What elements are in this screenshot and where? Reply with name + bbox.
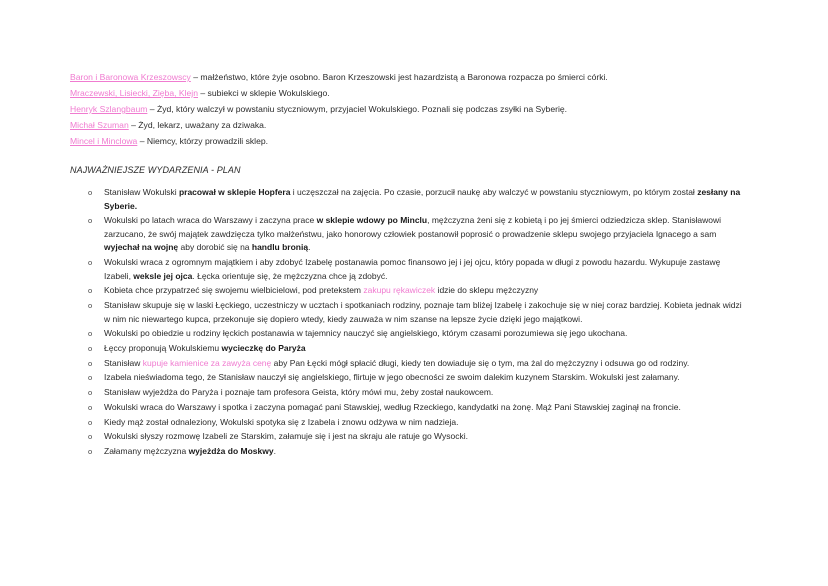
character-desc: – Żyd, który walczył w powstaniu styczniowym, przyjaciel Wokulskiego. Poznali się podczas zsyłki na Syberię. <box>147 104 568 114</box>
plan-text: Wokulski słyszy rozmowę Izabeli ze Starskim, załamuje się i jest na skraju ale ratuje go Wysocki. <box>104 431 468 442</box>
plan-text: . Łęcka orientuje się, że mężczyzna chce ją zdobyć. <box>192 270 388 281</box>
bullet-icon: o <box>88 388 93 398</box>
bullet-icon: o <box>88 373 93 383</box>
plan-text: Wokulski wraca z ogromnym majątkiem i aby zdobyć Izabelę postanawia pomoc finansowo jej i jej ojcu, który popada w długi z powodu hazardu. Wykupuje zastawę Izabeli, <box>104 257 721 281</box>
character-desc: – Żyd, lekarz, uważany za dziwaka. <box>128 120 267 130</box>
plan-bold: w sklepie wdowy po Minclu <box>316 215 428 226</box>
plan-text: aby Pan Łęcki mógł spłacić długi, kiedy ten dowiaduje się o tym, ma żal do mężczyzny i odsuwa go od rodziny. <box>271 357 690 368</box>
plan-text: Łęccy proponują Wokulskiemu <box>104 343 222 354</box>
plan-item <box>88 401 748 415</box>
character-desc: – subiekci w sklepie Wokulskiego. <box>198 88 330 98</box>
plan-bold: handlu bronią <box>251 242 309 253</box>
plan-list <box>88 186 748 460</box>
plan-text: , mężczyzna żeni się z kobietą i po jej śmierci odziedzicza sklep. Stanisławowi zarzucano, że swój majątek zawdzięcza tylko małżeństwu, jako honorowy człowiek postanowił poprosić o prowadzenie sklepu swojego przyjaciela Ignacego a sam <box>104 215 721 239</box>
character-list <box>70 69 770 149</box>
character-line <box>70 101 770 117</box>
plan-text: . <box>273 445 276 456</box>
character-name: Mincel i Minclowa <box>70 136 138 146</box>
plan-item <box>88 284 748 298</box>
bullet-icon: o <box>88 402 93 412</box>
plan-item <box>88 186 748 213</box>
character-line <box>70 133 770 149</box>
plan-item <box>88 445 748 459</box>
plan-text: Stanisław wyjeżdża do Paryża i poznaje tam profesora Geista, który mówi mu, żeby został naukowcem. <box>104 387 494 398</box>
plan-text: . <box>308 242 311 253</box>
plan-item <box>88 214 748 255</box>
plan-bold: wyjechał na wojnę <box>104 242 179 253</box>
bullet-icon: o <box>88 258 93 268</box>
bullet-icon: o <box>88 188 93 197</box>
plan-bold: zesłany na Syberie. <box>104 187 741 211</box>
character-line <box>70 85 770 101</box>
plan-text: Stanisław <box>104 357 143 368</box>
plan-text: Kobieta chce przypatrzeć się swojemu wielbicielowi, pod pretekstem <box>104 285 364 296</box>
plan-bold: weksle jej ojca <box>133 270 193 281</box>
plan-text: Wokulski po obiedzie u rodziny łęckich postanawia w tajemnicy nauczyć się angielskiego, którym czasami porozumiewa się jego ukochana. <box>104 328 628 339</box>
plan-text: Izabela nieświadoma tego, że Stanisław nauczył się angielskiego, flirtuje w jego obecności ze swoim dalekim kuzynem Starskim. Wokulski jest załamany. <box>104 372 680 383</box>
plan-item <box>88 430 748 444</box>
plan-text: aby dorobić się na <box>178 242 252 253</box>
bullet-icon: o <box>88 301 93 311</box>
plan-item <box>88 386 748 400</box>
plan-text: Stanisław skupuje się w laski Łęckiego, uczestniczy w ucztach i spotkaniach rodziny, poznaje tam bliżej Izabelę i zakochuje się w niej coraz bardziej. Kobieta jednak widzi w nim nic niewartego kupca, przekonuje się dopiero wtedy, kiedy zauważa w nim szanse na lepsze życie dzięki jego majątkowi. <box>104 300 742 324</box>
plan-item <box>88 299 748 326</box>
plan-text: idzie do sklepu mężczyzny <box>435 285 539 296</box>
plan-bold: wycieczkę do Paryża <box>221 343 306 354</box>
character-name: Michał Szuman <box>70 120 129 130</box>
plan-highlight: kupuje kamienice za zawyża cenę <box>142 357 272 368</box>
character-name: Mraczewski, Lisiecki, Zięba, Klejn <box>70 88 198 98</box>
plan-highlight: zakupu rękawiczek <box>363 285 436 296</box>
plan-text: Stanisław Wokulski <box>104 187 179 197</box>
plan-text: Kiedy mąż został odnaleziony, Wokulski spotyka się z Izabela i znowu odżywa w nim nadzieja. <box>104 416 459 427</box>
plan-item <box>88 416 748 430</box>
plan-text: Wokulski wraca do Warszawy i spotka i zaczyna pomagać pani Stawskiej, według Rzeckiego, kandydatki na żonę. Mąż Pani Stawskiej zaginął na froncie. <box>104 401 681 412</box>
character-name: Henryk Szlangbaum <box>70 104 148 114</box>
plan-bold: wyjeżdża do Moskwy <box>188 445 274 456</box>
plan-item <box>88 327 748 341</box>
plan-bold: pracował w sklepie Hopfera <box>178 187 291 197</box>
character-name: Baron i Baronowa Krzeszowscy <box>70 72 191 82</box>
plan-text: Załamany mężczyzna <box>104 445 189 456</box>
section-heading: NAJWAŻNIEJSZE WYDARZENIA - PLAN <box>70 165 241 175</box>
plan-item <box>88 256 748 283</box>
character-line <box>70 69 770 85</box>
plan-item <box>88 357 748 371</box>
plan-item <box>88 371 748 385</box>
bullet-icon: o <box>88 417 93 427</box>
bullet-icon: o <box>88 446 93 456</box>
bullet-icon: o <box>88 344 93 354</box>
character-line <box>70 117 770 133</box>
bullet-icon: o <box>88 286 93 296</box>
plan-text: Wokulski po latach wraca do Warszawy i zaczyna prace <box>104 215 317 226</box>
bullet-icon: o <box>88 432 93 442</box>
plan-item <box>88 342 748 356</box>
plan-text: i uczęszczał na zajęcia. Po czasie, porzucił naukę aby walczyć w powstaniu styczniowym, po którym został <box>290 187 698 197</box>
character-desc: – małżeństwo, które żyje osobno. Baron Krzeszowski jest hazardzistą a Baronowa rozpacza po śmierci córki. <box>190 72 608 82</box>
bullet-icon: o <box>88 358 93 368</box>
bullet-icon: o <box>88 216 93 226</box>
character-desc: – Niemcy, którzy prowadzili sklep. <box>137 136 269 146</box>
bullet-icon: o <box>88 329 93 339</box>
